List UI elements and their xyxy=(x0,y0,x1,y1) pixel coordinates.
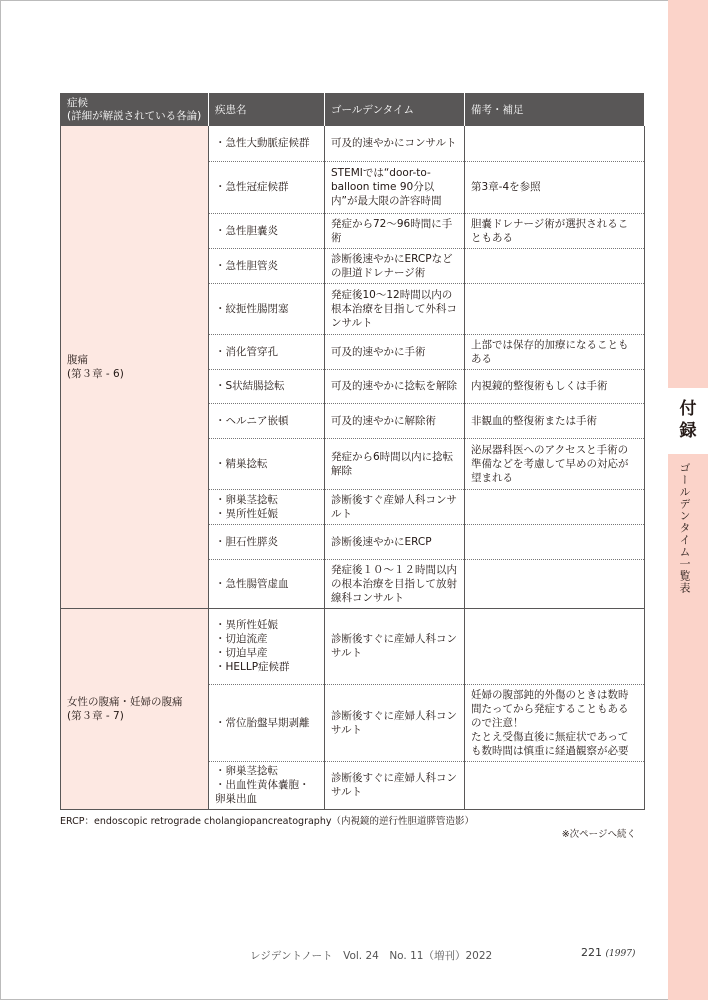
table-header xyxy=(61,94,645,127)
header-disease: 疾患名 xyxy=(209,94,325,127)
time-cell: 発症後10～12時間以内の根本治療を目指して外科コンサルト xyxy=(325,283,465,334)
note-cell xyxy=(465,559,645,608)
time-cell: 診断後すぐに産婦人科コンサルト xyxy=(325,608,465,684)
note-cell: 上部では保存的加療になることもある xyxy=(465,334,645,369)
note-cell xyxy=(465,524,645,559)
note-cell: 胆嚢ドレナージ術が選択されることもある xyxy=(465,213,645,248)
table-row xyxy=(61,126,645,161)
time-cell: 診断後すぐに産婦人科コンサルト xyxy=(325,761,465,809)
time-cell: 可及的速やかに手術 xyxy=(325,334,465,369)
note-cell xyxy=(465,283,645,334)
note-cell: 妊婦の腹部鈍的外傷のときは数時間たってから発症することもあるので注意！ たとえ受傷直後に無症状であっても数時間は慎重に経過観察が必要 xyxy=(465,684,645,761)
disease-cell: ・急性冠症候群 xyxy=(209,161,325,213)
golden-time-table xyxy=(60,93,645,810)
note-cell: 非観血的整復術または手術 xyxy=(465,403,645,438)
disease-cell: ・ヘルニア嵌頓 xyxy=(209,403,325,438)
disease-cell: ・S状結腸捻転 xyxy=(209,369,325,403)
note-cell xyxy=(465,761,645,809)
time-cell: 可及的速やかにコンサルト xyxy=(325,126,465,161)
disease-cell: ・急性胆嚢炎 xyxy=(209,213,325,248)
page-number xyxy=(581,946,635,959)
time-cell: 可及的速やかに解除術 xyxy=(325,403,465,438)
note-cell: 内視鏡的整復術もしくは手術 xyxy=(465,369,645,403)
header-symptom: 症候 (詳細が解説されている各論) xyxy=(61,94,209,127)
disease-cell: ・卵巣茎捻転 ・出血性黄体嚢胞・卵巣出血 xyxy=(209,761,325,809)
time-cell: 発症から6時間以内に捻転解除 xyxy=(325,438,465,489)
disease-cell: ・胆石性膵炎 xyxy=(209,524,325,559)
disease-cell: ・消化管穿孔 xyxy=(209,334,325,369)
page-number-value: 221 xyxy=(581,946,602,959)
symptom-cell: 腹痛 (第３章 - 6) xyxy=(61,126,209,608)
continued-note: ※次ページへ続く xyxy=(561,829,636,840)
header-notes: 備考・補足 xyxy=(465,94,645,127)
time-cell: 発症後１０～１２時間以内の根本治療を目指して放射線科コンサルト xyxy=(325,559,465,608)
note-cell: 第3章-4を参照 xyxy=(465,161,645,213)
disease-cell: ・絞扼性腸閉塞 xyxy=(209,283,325,334)
disease-cell: ・常位胎盤早期剥離 xyxy=(209,684,325,761)
note-cell: 泌尿器科医へのアクセスと手術の準備などを考慮して早めの対応が望まれる xyxy=(465,438,645,489)
disease-cell: ・異所性妊娠 ・切迫流産 ・切迫早産 ・HELLP症候群 xyxy=(209,608,325,684)
note-cell xyxy=(465,126,645,161)
disease-cell: ・急性大動脈症候群 xyxy=(209,126,325,161)
note-cell xyxy=(465,608,645,684)
disease-cell: ・急性腸管虚血 xyxy=(209,559,325,608)
time-cell: 診断後速やかにERCP xyxy=(325,524,465,559)
time-cell: 発症から72～96時間に手術 xyxy=(325,213,465,248)
table-row xyxy=(61,608,645,684)
disease-cell: ・精巣捻転 xyxy=(209,438,325,489)
note-cell xyxy=(465,489,645,524)
symptom-cell: 女性の腹痛・妊婦の腹痛 (第３章 - 7) xyxy=(61,608,209,809)
side-tab-title: ゴールデンタイム一覧表 xyxy=(678,462,691,594)
disease-cell: ・卵巣茎捻転 ・異所性妊娠 xyxy=(209,489,325,524)
page-number-total: (1997) xyxy=(605,949,636,959)
time-cell: 診断後すぐに産婦人科コンサルト xyxy=(325,684,465,761)
note-cell xyxy=(465,248,645,283)
disease-cell: ・急性胆管炎 xyxy=(209,248,325,283)
footnote: ERCP：endoscopic retrograde cholangiopancreatography（内視鏡的逆行性胆道膵管造影） xyxy=(60,816,474,827)
time-cell: STEMIでは“door-to-balloon time 90分以内”が最大限の許容時間 xyxy=(325,161,465,213)
time-cell: 診断後速やかにERCPなどの胆道ドレナージ術 xyxy=(325,248,465,283)
journal-footer: レジデントノート Vol. 24 No. 11（増刊）2022 xyxy=(250,950,493,962)
time-cell: 診断後すぐ産婦人科コンサルト xyxy=(325,489,465,524)
side-tab-label: 付 録 xyxy=(668,388,708,454)
time-cell: 可及的速やかに捻転を解除 xyxy=(325,369,465,403)
header-golden-time: ゴールデンタイム xyxy=(325,94,465,127)
